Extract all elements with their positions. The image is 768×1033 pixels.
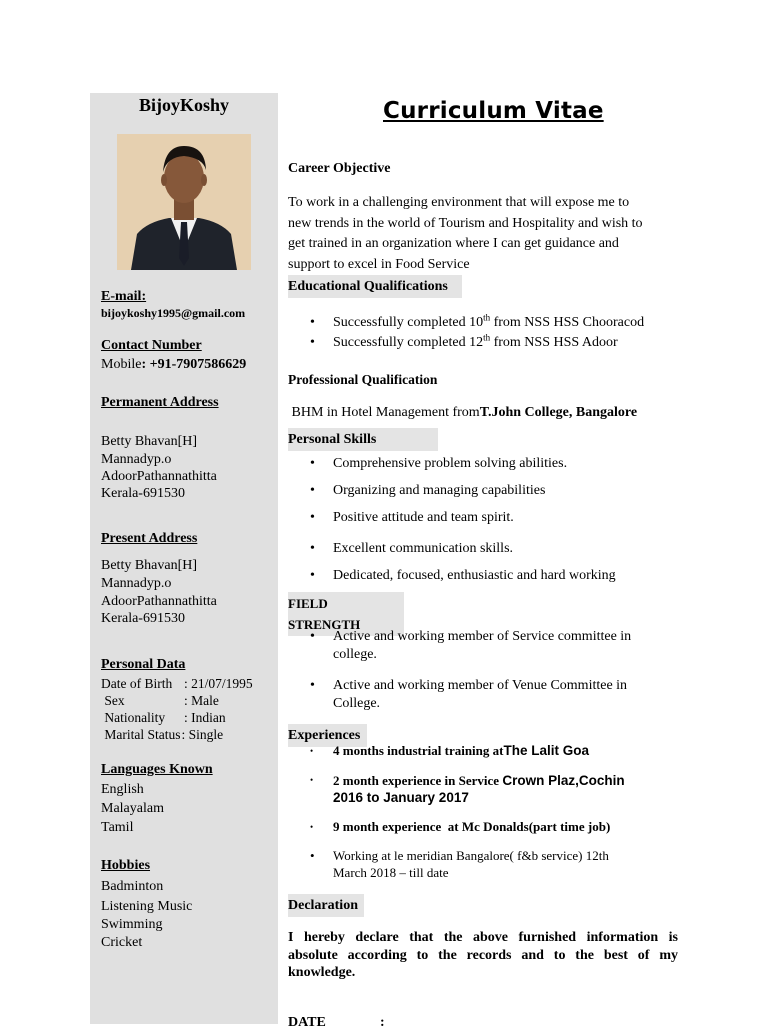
hobby-item: Badminton — [101, 879, 164, 894]
present-address-line: Mannadyp.o — [101, 576, 172, 591]
career-objective-line: To work in a challenging environment that will expose me to — [288, 195, 630, 210]
permanent-address-line: Mannadyp.o — [101, 452, 172, 467]
list-item: • 9 month experience at Mc Donalds(part time job) — [310, 819, 611, 834]
email-heading: E-mail: — [101, 289, 147, 304]
list-item: • Dedicated, focused, enthusiastic and hard working — [310, 568, 616, 583]
personal-value: : Indian — [184, 710, 226, 725]
career-objective-heading: Career Objective — [288, 161, 391, 176]
declaration-line: I hereby declare that the above furnished information is — [288, 930, 678, 945]
field-strength-list — [308, 628, 631, 713]
sidebar — [90, 93, 278, 1024]
personal-data-table — [101, 675, 253, 743]
experience-list — [308, 742, 625, 881]
declaration-line: knowledge. — [288, 965, 356, 980]
skills-heading: Personal Skills — [288, 428, 438, 451]
career-objective-line: support to excel in Food Service — [288, 257, 470, 272]
email-value[interactable]: bijoykoshy1995@gmail.com — [101, 306, 246, 320]
personal-value: : Male — [184, 693, 219, 708]
personal-value: : Single — [181, 727, 224, 742]
professional-heading: Professional Qualification — [288, 372, 438, 387]
education-list — [308, 314, 644, 352]
personal-label: Date of Birth — [101, 676, 173, 691]
list-item: • Organizing and managing capabilities — [310, 483, 546, 498]
personal-label: Marital Status — [101, 727, 181, 742]
personal-row — [101, 692, 253, 709]
personal-value: : 21/07/1995 — [184, 676, 253, 691]
present-address-heading: Present Address — [101, 531, 198, 546]
language-item: English — [101, 782, 144, 797]
language-item: Tamil — [101, 820, 134, 835]
permanent-address-line: Betty Bhavan[H] — [101, 434, 198, 449]
list-item: • Successfully completed 10th from NSS HSS Chooracod — [310, 312, 645, 330]
skills-list — [308, 455, 616, 585]
list-item: • 4 months industrial training atThe Lalit Goa — [310, 743, 589, 758]
candidate-name: BijoyKoshy — [138, 95, 230, 115]
document-title: Curriculum Vitae — [383, 98, 604, 124]
permanent-address-line: Kerala-691530 — [101, 486, 185, 501]
personal-row — [101, 726, 253, 743]
declaration-line: absolute according to the records and to the best of my — [288, 948, 678, 963]
permanent-address-line: AdoorPathannathitta — [101, 469, 217, 484]
career-objective-line: new trends in the world of Tourism and Hospitality and wish to — [288, 216, 643, 231]
contact-heading: Contact Number — [101, 338, 202, 353]
field-strength-heading: FIELD STRENGTH — [288, 592, 404, 636]
education-heading: Educational Qualifications — [288, 275, 462, 298]
personal-row — [101, 675, 253, 692]
list-item: • Excellent communication skills. — [310, 541, 514, 556]
personal-data-heading: Personal Data — [101, 657, 186, 672]
profile-photo — [117, 134, 251, 270]
date-label: DATE — [288, 1015, 326, 1030]
declaration-heading: Declaration — [288, 894, 364, 917]
mobile-number[interactable]: : +91-7907586629 — [141, 357, 247, 372]
present-address-line: AdoorPathannathitta — [101, 594, 217, 609]
experiences-heading: Experiences — [288, 724, 367, 747]
hobby-item: Swimming — [101, 917, 163, 932]
hobby-item: Cricket — [101, 935, 143, 950]
list-item: • Successfully completed 12th from NSS HSS Adoor — [310, 332, 618, 350]
personal-label: Nationality — [101, 710, 166, 725]
list-item: • Positive attitude and team spirit. — [310, 510, 514, 525]
language-item: Malayalam — [101, 801, 164, 816]
date-colon: : — [380, 1015, 385, 1030]
list-item: • Active and working member of Venue Committee in College. — [310, 678, 628, 711]
personal-row — [101, 709, 253, 726]
list-item: • Active and working member of Service committee in college. — [310, 629, 632, 662]
professional-qualification: BHM in Hotel Management fromT.John College, Bangalore — [288, 405, 638, 420]
list-item: • Working at le meridian Bangalore( f&b service) 12th March 2018 – till date — [310, 848, 609, 880]
languages-heading: Languages Known — [101, 762, 213, 777]
list-item: • 2 month experience in Service Crown Plaz,Cochin 2016 to January 2017 — [310, 773, 625, 805]
permanent-address-heading: Permanent Address — [101, 395, 219, 410]
list-item: • Comprehensive problem solving abilities. — [310, 456, 568, 471]
present-address-line: Betty Bhavan[H] — [101, 558, 198, 573]
personal-label: Sex — [101, 693, 125, 708]
hobby-item: Listening Music — [101, 899, 193, 914]
hobbies-heading: Hobbies — [101, 858, 151, 873]
career-objective-line: get trained in an organization where I can get guidance and — [288, 236, 619, 251]
mobile-line — [101, 356, 246, 374]
present-address-line: Kerala-691530 — [101, 611, 185, 626]
mobile-label: Mobile — [101, 357, 142, 372]
